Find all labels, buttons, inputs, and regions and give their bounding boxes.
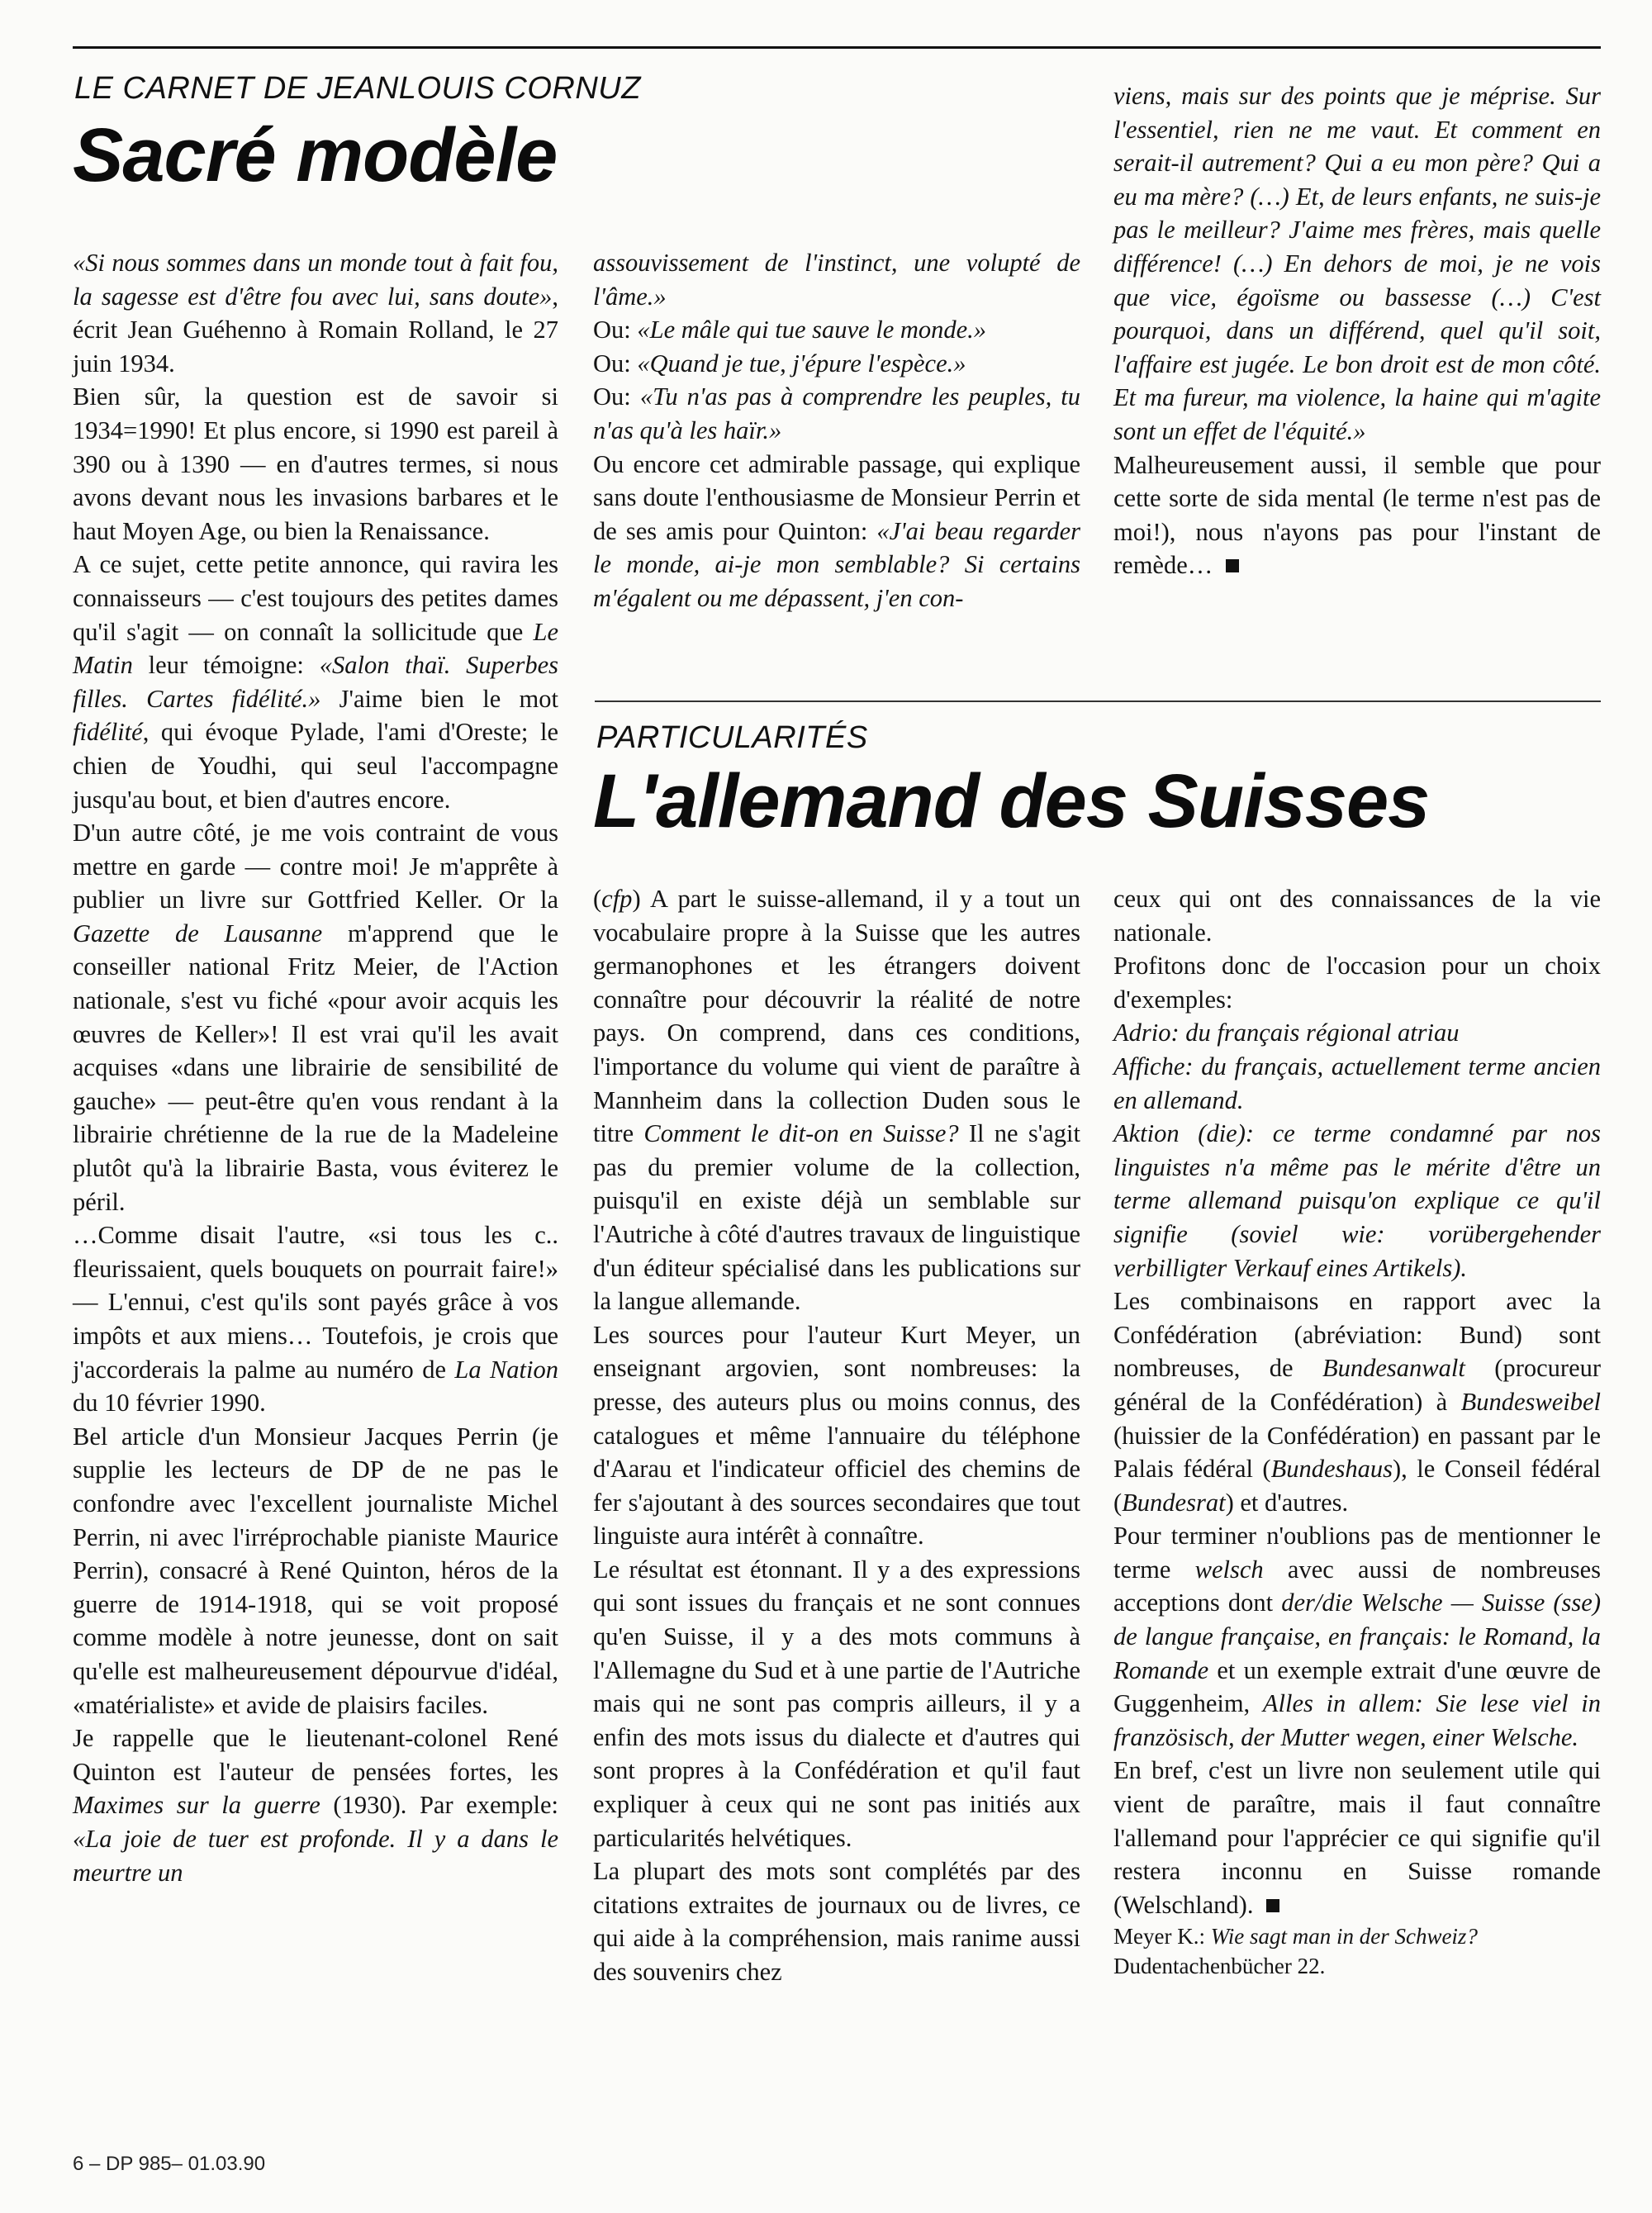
paragraph: Ou: «Le mâle qui tue sauve le monde.» xyxy=(593,316,987,344)
paragraph: viens, mais sur des points que je méprise. Sur l'essentiel, rien ne me vaut. Et comment en serait-il autrement? Qui a eu mon père? Qui a eu ma mère? (…) Et, de leurs enfants, ne suis-je pas le meilleur? J'aime mes frères, mais quelle différence! (…) En dehors de moi, je ne vois que vice, égoïsme ou bassesse (…) C'est pourquoi, dans un différend, quel qu'il soit, l'affaire est jugée. Le bon droit est de mon côté. Et ma fureur, ma violence, la haine qui m'agite sont un effet de l'équité.» xyxy=(1113,82,1601,445)
paragraph: assouvissement de l'instinct, une volupté de l'âme.» xyxy=(593,249,1080,311)
article2-title: L'allemand des Suisses xyxy=(593,759,1430,843)
article1-column-3 xyxy=(1113,79,1601,582)
end-of-article-mark xyxy=(1226,559,1239,572)
paragraph: Malheureusement aussi, il semble que pour cette sorte de sida mental (le terme n'est pas de moi!), nous n'ayons pas pour l'instant de remède… xyxy=(1113,450,1601,580)
paragraph: Le résultat est étonnant. Il y a des expressions qui sont issues du français et ne sont connues qu'en Suisse, il y a des mots communs à l'Allemagne du Sud et à une partie de l'Autriche mais qui ne sont pas compris ailleurs, il y a enfin des mots issus du dialecte et d'autres qui sont propres à la Confédération et qu'il faut expliquer à ceux qui ne sont pas initiés aux particularités helvétiques. xyxy=(593,1555,1080,1852)
paragraph: Profitons donc de l'occasion pour un choix d'exemples: xyxy=(1113,952,1601,1014)
paragraph: Bel article d'un Monsieur Jacques Perrin (je supplie les lecteurs de DP de ne pas le confondre avec l'excellent journaliste Michel Perrin, ni avec l'irréprochable pianiste Maurice Perrin), consacré à René Quinton, héros de la guerre de 1914-1918, qui se voit proposé comme modèle à notre jeunesse, dont on sait qu'elle est malheureusement dépourvue d'idéal, «matérialiste» et avide de plaisirs faciles. xyxy=(73,1422,558,1719)
section-divider xyxy=(595,700,1601,702)
article1-column-2 xyxy=(593,246,1080,615)
paragraph: ceux qui ont des connaissances de la vie nationale. xyxy=(1113,885,1601,947)
book-reference: Meyer K.: Wie sagt man in der Schweiz? Dudentachenbücher 22. xyxy=(1113,1924,1478,1979)
article1-title: Sacré modèle xyxy=(73,113,558,197)
paragraph: La plupart des mots sont complétés par des citations extraites de journaux ou de livres, ce qui aide à la compréhension, mais ranime aussi des souvenirs chez xyxy=(593,1857,1080,1986)
paragraph: «Si nous sommes dans un monde tout à fait fou, la sagesse est d'être fou avec lui, sans doute», écrit Jean Guéhenno à Romain Rolland, le 27 juin 1934. xyxy=(73,249,558,378)
paragraph: (cfp) A part le suisse-allemand, il y a tout un vocabulaire propre à la Suisse que les autres germanophones et les étrangers doivent connaître pour découvrir la réalité de notre pays. On comprend, dans ces conditions, l'importance du volume qui vient de paraître à Mannheim dans la collection Duden sous le titre Comment le dit-on en Suisse? Il ne s'agit pas du premier volume de la collection, puisqu'il en existe déjà un semblable sur l'Autriche à côté d'autres travaux de linguistique d'un éditeur spécialisé dans les publications sur la langue allemande. xyxy=(593,885,1080,1316)
paragraph: Les sources pour l'auteur Kurt Meyer, un enseignant argovien, sont nombreuses: la presse, des auteurs plus ou moins connus, des catalogues et même l'annuaire du téléphone d'Aarau et l'indicateur officiel des chemins de fer s'ajoutant à des sources secondaires que tout linguiste aura intérêt à connaître. xyxy=(593,1320,1080,1551)
paragraph: Les combinaisons en rapport avec la Confédération (abréviation: Bund) sont nombreuses, de Bundesanwalt (procureur général de la Confédération) à Bundesweibel (huissier de la Confédération) en passant par le Palais fédéral (Bundeshaus), le Conseil fédéral (Bundesrat) et d'autres. xyxy=(1113,1287,1602,1517)
paragraph: D'un autre côté, je me vois contraint de vous mettre en garde — contre moi! Je m'apprête à publier un livre sur Gottfried Keller. Or la Gazette de Lausanne m'apprend que le conseiller national Fritz Meier, de l'Action nationale, s'est vu fiché «pour avoir acquis les œuvres de Keller»! Il est vrai qu'il les avait acquises «dans une librairie de sensibilité de gauche» — peut-être qu'en vous rendant à la librairie chrétienne de la rue de la Madeleine plutôt qu'à la librairie Basta, vous éviterez le péril. xyxy=(73,819,559,1216)
article2-column-2 xyxy=(593,882,1080,1989)
article1-kicker: LE CARNET DE JEANLOUIS CORNUZ xyxy=(74,71,641,106)
paragraph: …Comme disait l'autre, «si tous les c.. fleurissaient, quels bouquets on pourrait faire!» — L'ennui, c'est qu'ils sont payés grâce à vos impôts et aux miens… Toutefois, je crois que j'accorderais la palme au numéro de La Nation du 10 février 1990. xyxy=(73,1221,558,1418)
article2-kicker: PARTICULARITÉS xyxy=(596,720,868,755)
paragraph: A ce sujet, cette petite annonce, qui ravira les connaisseurs — c'est toujours des petites dames qu'il s'agit — on connaît la sollicitude que Le Matin leur témoigne: «Salon thaï. Superbes filles. Cartes fidélité.» J'aime bien le mot fidélité, qui évoque Pylade, l'ami d'Oreste; le chien de Youdhi, qui seul l'accompagne jusqu'au bout, et bien d'autres encore. xyxy=(73,550,558,814)
glossary-entry: Affiche: du français, actuellement terme ancien en allemand. xyxy=(1113,1052,1601,1114)
paragraph: Je rappelle que le lieutenant-colonel René Quinton est l'auteur de pensées fortes, les Maximes sur la guerre (1930). Par exemple: «La joie de tuer est profonde. Il y a dans le meurtre un xyxy=(73,1724,558,1887)
paragraph: Ou encore cet admirable passage, qui explique sans doute l'enthousiasme de Monsieur Perrin et de ses amis pour Quinton: «J'ai beau regarder le monde, ai-je mon semblable? Si certains m'égalent ou me dépassent, j'en con- xyxy=(593,449,1080,612)
paragraph: Bien sûr, la question est de savoir si 1934=1990! Et plus encore, si 1990 est pareil à 390 ou à 1390 — en d'autres termes, si nous avons devant nous les invasions barbares et le haut Moyen Age, ou bien la Renaissance. xyxy=(73,382,558,545)
article1-column-1 xyxy=(73,246,558,1889)
paragraph: Ou: «Quand je tue, j'épure l'espèce.» xyxy=(593,349,966,378)
paragraph: Ou: «Tu n'as pas à comprendre les peuples, tu n'as qu'à les haïr.» xyxy=(593,382,1080,444)
paragraph: En bref, c'est un livre non seulement utile qui vient de paraître, mais il faut connaître l'allemand pour l'apprécier ce qui signifie qu'il restera inconnu en Suisse romande (Welschland). xyxy=(1113,1756,1601,1919)
top-rule xyxy=(73,46,1601,49)
paragraph: Pour terminer n'oublions pas de mentionner le terme welsch avec aussi de nombreuses acceptions dont der/die Welsche — Suisse (sse) de langue française, en français: le Romand, la Romande et un exemple extrait d'une œuvre de Guggenheim, Alles in allem: Sie lese viel in französisch, der Mutter wegen, einer Welsche. xyxy=(1113,1522,1601,1751)
glossary-entry: Aktion (die): ce terme condamné par nos linguistes n'a même pas le mérite d'être un terme allemand puisqu'on explique ce qu'il signifie (soviel wie: vorübergehender verbilligter Verkauf eines Artikels). xyxy=(1113,1119,1601,1282)
glossary-entry: Adrio: du français régional atriau xyxy=(1113,1019,1460,1047)
page-footer: 6 – DP 985– 01.03.90 xyxy=(73,2153,266,2175)
end-of-article-mark xyxy=(1266,1899,1279,1912)
article2-column-3 xyxy=(1113,882,1601,1981)
